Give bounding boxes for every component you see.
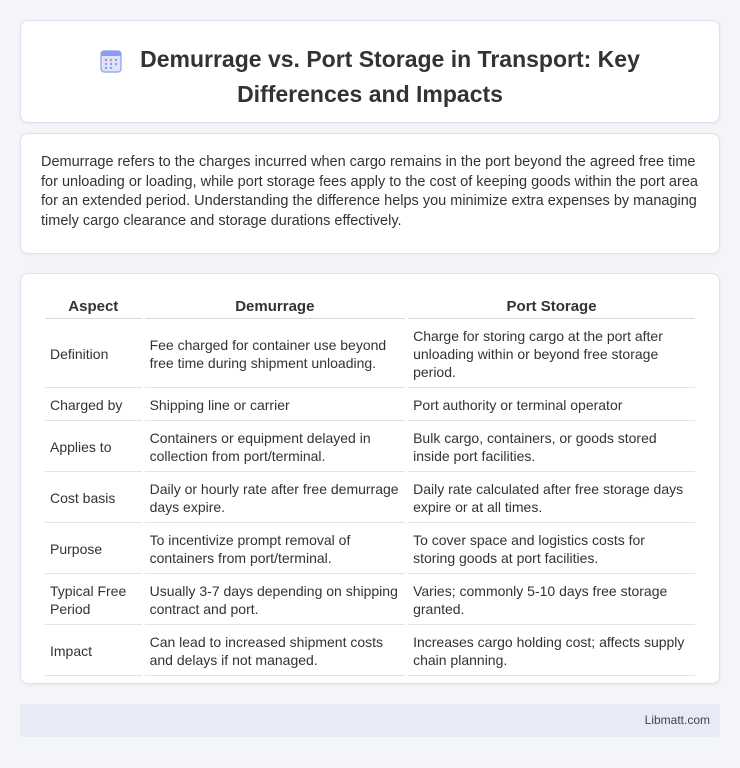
header-aspect: Aspect xyxy=(45,295,142,319)
footer-bar xyxy=(20,704,720,737)
comparison-card xyxy=(20,273,720,684)
title-text: Demurrage vs. Port Storage in Transport: Key Differences and Impacts xyxy=(140,46,640,107)
intro-card xyxy=(20,133,720,254)
demurrage-cell: Containers or equipment delayed in collection from port/terminal. xyxy=(145,421,406,472)
aspect-cell: Typical Free Period xyxy=(45,574,142,625)
port-storage-cell: To cover space and logistics costs for storing goods at port facilities. xyxy=(408,523,695,574)
table-row xyxy=(45,421,695,472)
table-row xyxy=(45,388,695,421)
intro-paragraph: Demurrage refers to the charges incurred when cargo remains in the port beyond the agreed free time for unloading or loading, while port storage fees apply to the cost of keeping goods within the port area for an extended period. Understanding the difference helps you minimize extra expenses by managing timely cargo clearance and storage durations effectively. xyxy=(41,154,698,229)
port-storage-cell: Increases cargo holding cost; affects supply chain planning. xyxy=(408,625,695,676)
aspect-cell: Charged by xyxy=(45,388,142,421)
demurrage-cell: Fee charged for container use beyond free time during shipment unloading. xyxy=(145,319,406,388)
footer-brand[interactable]: Libmatt.com xyxy=(644,713,710,727)
document-list-icon xyxy=(100,49,122,80)
table-row xyxy=(45,625,695,676)
demurrage-cell: To incentivize prompt removal of containers from port/terminal. xyxy=(145,523,406,574)
demurrage-cell: Usually 3-7 days depending on shipping contract and port. xyxy=(145,574,406,625)
aspect-cell: Purpose xyxy=(45,523,142,574)
port-storage-cell: Daily rate calculated after free storage days expire or at all times. xyxy=(408,472,695,523)
port-storage-cell: Varies; commonly 5-10 days free storage granted. xyxy=(408,574,695,625)
header-port-storage: Port Storage xyxy=(408,295,695,319)
port-storage-cell: Port authority or terminal operator xyxy=(408,388,695,421)
table-row xyxy=(45,472,695,523)
table-row xyxy=(45,523,695,574)
header-card xyxy=(20,20,720,123)
page-title xyxy=(21,45,719,109)
aspect-cell: Applies to xyxy=(45,421,142,472)
comparison-table xyxy=(42,295,698,676)
aspect-cell: Impact xyxy=(45,625,142,676)
aspect-cell: Definition xyxy=(45,319,142,388)
port-storage-cell: Bulk cargo, containers, or goods stored inside port facilities. xyxy=(408,421,695,472)
table-header-row xyxy=(45,295,695,319)
port-storage-cell: Charge for storing cargo at the port after unloading within or beyond free storage period. xyxy=(408,319,695,388)
demurrage-cell: Daily or hourly rate after free demurrage days expire. xyxy=(145,472,406,523)
table-row xyxy=(45,319,695,388)
aspect-cell: Cost basis xyxy=(45,472,142,523)
demurrage-cell: Can lead to increased shipment costs and delays if not managed. xyxy=(145,625,406,676)
table-row xyxy=(45,574,695,625)
demurrage-cell: Shipping line or carrier xyxy=(145,388,406,421)
header-demurrage: Demurrage xyxy=(145,295,406,319)
